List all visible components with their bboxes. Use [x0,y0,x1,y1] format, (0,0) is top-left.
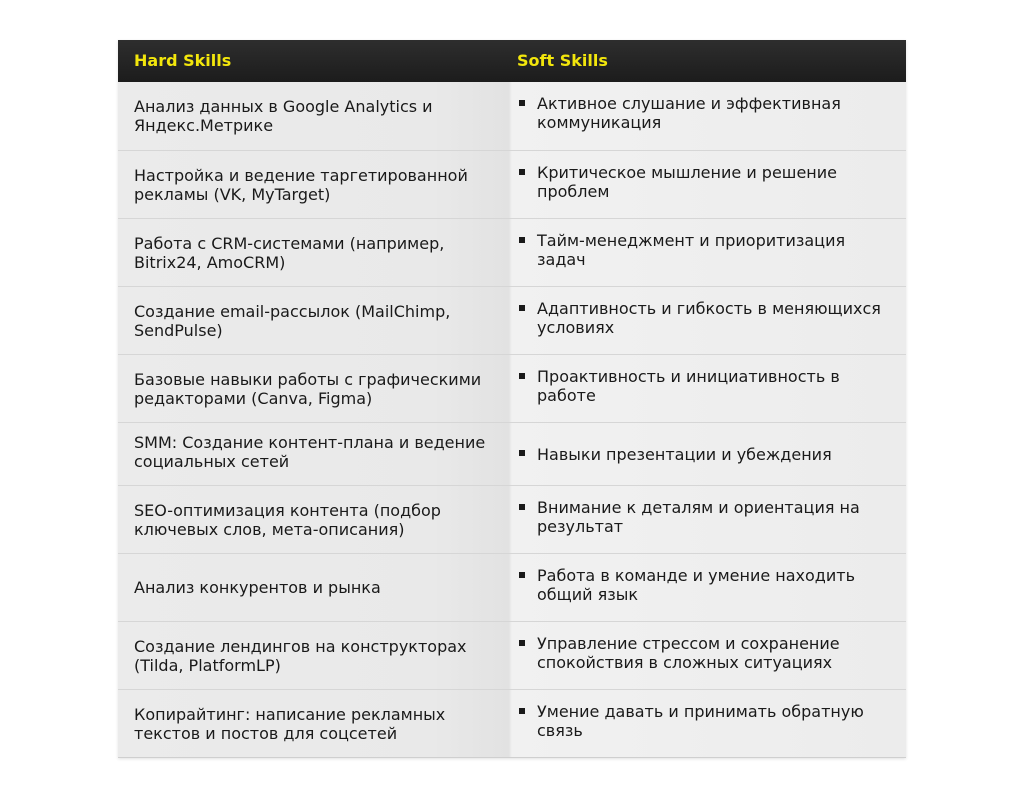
soft-skill-cell [510,151,906,218]
hard-skill-text: Копирайтинг: написание рекламных текстов и постов для соцсетей [134,704,446,743]
table-header [118,40,906,82]
hard-skill-text: Работа с CRM-системами (например, Bitrix24, AmoCRM) [134,233,445,272]
soft-skill-cell [510,423,906,485]
hard-skill-cell [118,690,510,757]
soft-skill-text: Внимание к деталям и ориентация на результат [537,497,860,536]
soft-skill-cell [510,690,906,757]
table-row [118,423,906,486]
soft-skill-cell [510,355,906,422]
soft-skill-cell [510,219,906,286]
table-body [118,82,906,758]
hard-skill-text: SEO-оптимизация контента (подбор ключевых слов, мета-описания) [134,500,441,539]
hard-skill-text: Настройка и ведение таргетированной рекламы (VK, MyTarget) [134,165,468,204]
soft-skill-cell [510,287,906,354]
soft-skill-text: Проактивность и инициативность в работе [537,366,840,405]
soft-skill-cell [510,82,906,150]
soft-skills-header: Soft Skills [517,51,608,70]
soft-skill-cell [510,622,906,689]
soft-skill-cell [510,554,906,621]
bullet-icon [519,504,525,510]
bullet-icon [519,708,525,714]
hard-skill-cell [118,287,510,354]
bullet-icon [519,169,525,175]
soft-skill-text: Критическое мышление и решение проблем [537,162,837,201]
table-row [118,690,906,758]
bullet-icon [519,373,525,379]
hard-skill-cell [118,219,510,286]
hard-skill-cell [118,622,510,689]
table-row [118,622,906,690]
hard-skill-text: Анализ данных в Google Analytics и Яндекс.Метрике [134,97,433,135]
soft-skill-text: Умение давать и принимать обратную связь [537,701,864,740]
soft-skill-text: Работа в команде и умение находить общий язык [537,565,856,604]
hard-skill-text: Создание лендингов на конструкторах (Tilda, PlatformLP) [134,636,467,675]
hard-skill-cell [118,423,510,485]
hard-skills-header: Hard Skills [134,51,232,70]
hard-skill-text: Анализ конкурентов и рынка [134,578,381,597]
hard-skill-cell [118,486,510,553]
table-row [118,554,906,622]
soft-skill-text: Тайм-менеджмент и приоритизация задач [537,230,846,269]
bullet-icon [519,450,525,456]
hard-skill-cell [118,82,510,150]
soft-skill-text: Управление стрессом и сохранение спокойствия в сложных ситуациях [537,633,840,672]
table-row [118,486,906,554]
table-row [118,287,906,355]
bullet-icon [519,572,525,578]
hard-skill-cell [118,151,510,218]
table-row [118,82,906,151]
hard-skill-cell [118,355,510,422]
bullet-icon [519,640,525,646]
soft-skill-text: Адаптивность и гибкость в меняющихся условиях [537,298,881,337]
soft-skill-cell [510,486,906,553]
hard-skill-text: Базовые навыки работы с графическими редакторами (Canva, Figma) [134,369,482,408]
bullet-icon [519,305,525,311]
table-row [118,355,906,423]
skills-table [118,40,906,758]
hard-skill-cell [118,554,510,621]
bullet-icon [519,237,525,243]
soft-skill-text: Активное слушание и эффективная коммуникация [537,94,841,132]
bullet-icon [519,100,525,106]
soft-skill-text: Навыки презентации и убеждения [537,444,832,464]
hard-skill-text: SMM: Создание контент-плана и ведение социальных сетей [134,433,486,471]
table-row [118,151,906,219]
table-row [118,219,906,287]
hard-skill-text: Создание email-рассылок (MailChimp, SendPulse) [134,301,451,340]
